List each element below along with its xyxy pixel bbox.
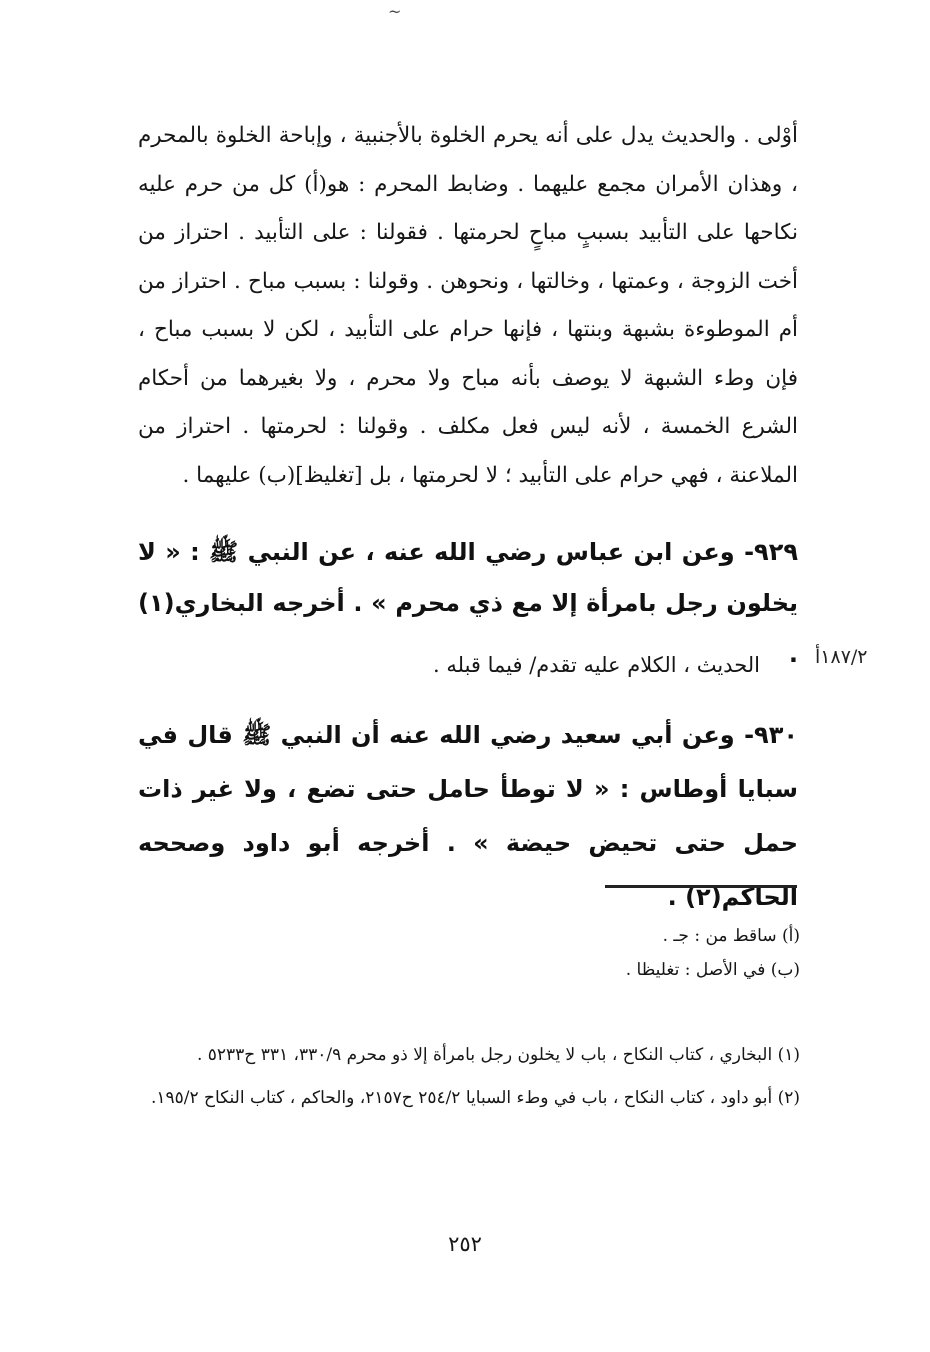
commentary-paragraph bbox=[138, 112, 798, 500]
page-top-mark: ~ bbox=[388, 2, 402, 21]
hadith-929-text: ٩٢٩- وعن ابن عباس رضي الله عنه ، عن النبي ﷺ : « لا يخلون رجل بامرأة إلا مع ذي محرم » . أخرجه البخاري(١) . bbox=[138, 538, 798, 668]
commentary-text: أوْلى . والحديث يدل على أنه يحرم الخلوة بالأجنبية ، وإباحة الخلوة بالمحرم ، وهذان الأمران مجمع عليهما . وضابط المحرم : هو(أ) كل من حرم عليه نكاحها على التأبيد بسببٍ مباحٍ لحرمتها . فقولنا : على التأبيد . احتراز من أخت الزوجة ، وعمتها ، وخالتها ، ونحوهن . وقولنا : بسبب مباح . احتراز من أم الموطوءة بشبهة وبنتها ، فإنها حرام على التأبيد ، لكن لا بسبب مباح ، فإن وطء الشبهة لا يوصف بأنه مباح ولا محرم ، ولا بغيرهما من أحكام الشرع الخمسة ، لأنه ليس فعل مكلف . وقولنا : لحرمتها . احتراز من الملاعنة ، فهي حرام على التأبيد ؛ لا لحرمتها ، بل [تغليظ](ب) عليهما . bbox=[138, 123, 798, 488]
source-footnotes bbox=[138, 1040, 800, 1126]
hadith-930-text: ٩٣٠- وعن أبي سعيد رضي الله عنه أن النبي ﷺ قال في سبايا أوطاس : « لا توطأ حامل حتى تضع ، ولا غير ذات حمل حتى تحيض حيضة » . أخرجه أبو داود وصححه الحاكم(٢) . bbox=[138, 721, 798, 911]
hadith-929-comment bbox=[170, 645, 760, 685]
page-number: ٢٥٢ bbox=[448, 1232, 482, 1256]
source-footnote: (١) البخاري ، كتاب النكاح ، باب لا يخلون رجل بامرأة إلا ذو محرم ٣٣٠/٩، ٣٣١ ح٥٢٣٣ . bbox=[196, 1045, 800, 1065]
source-footnote: (٢) أبو داود ، كتاب النكاح ، باب في وطء السبايا ٢٥٤/٢ ح٢١٥٧، والحاكم ، كتاب النكاح ١٩٥/٢. bbox=[150, 1088, 800, 1108]
hadith-930 bbox=[138, 708, 798, 924]
variant-footnote: (ب) في الأصل : تغليظا . bbox=[625, 960, 800, 980]
footnote-divider bbox=[605, 885, 797, 888]
manuscript-folio-marker: ١٨٧/٢أ bbox=[815, 646, 868, 668]
variant-footnotes bbox=[420, 919, 800, 987]
hadith-929-comment-text: الحديث ، الكلام عليه تقدم/ فيما قبله . bbox=[433, 653, 760, 677]
variant-footnote: (أ) ساقط من : جـ . bbox=[662, 926, 800, 946]
